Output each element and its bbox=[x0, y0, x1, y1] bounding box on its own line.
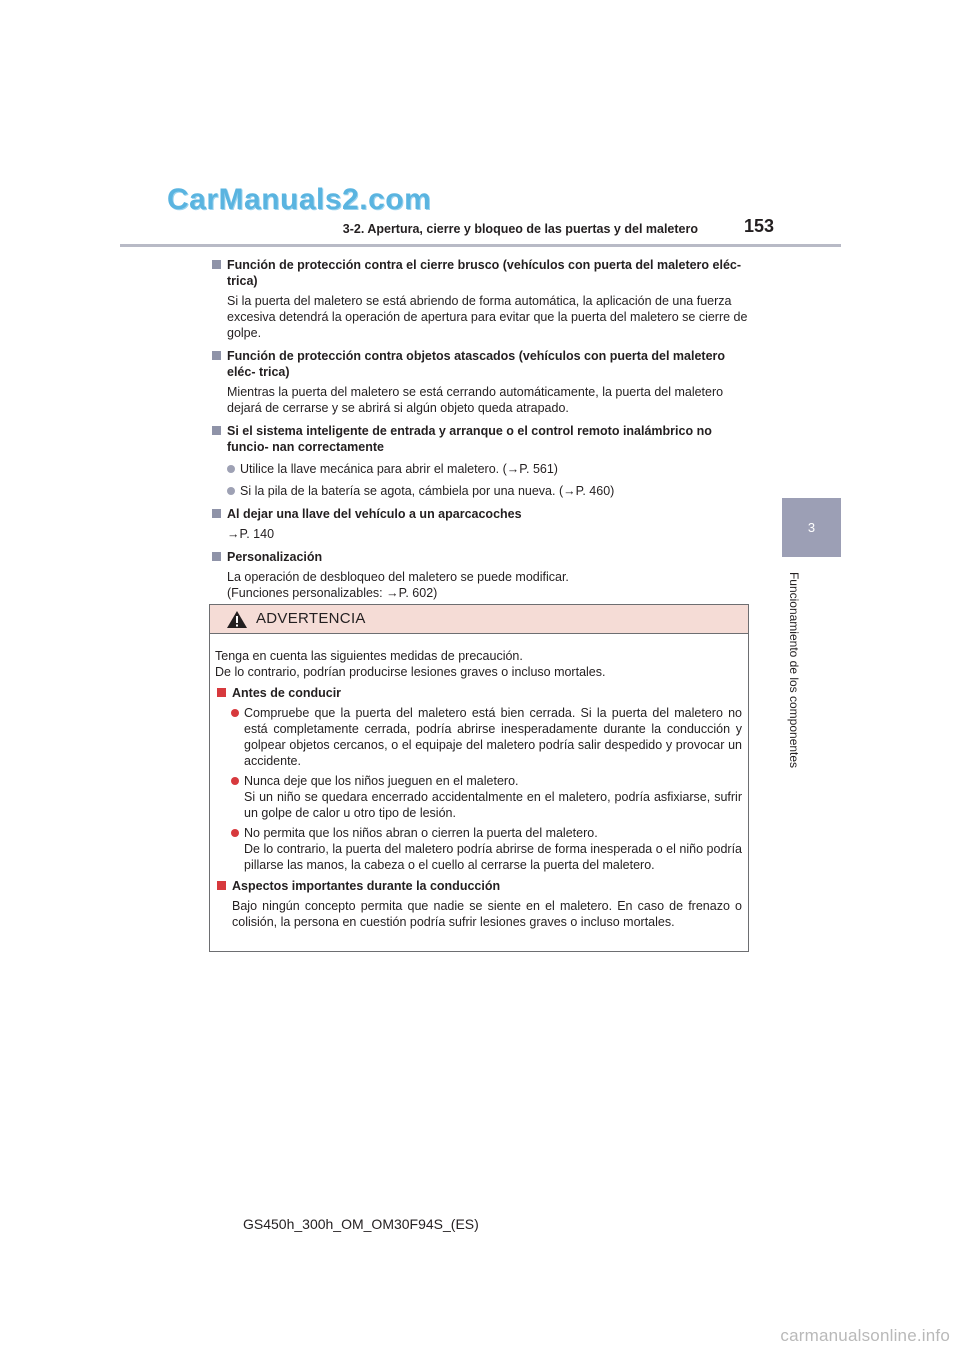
list-item-text: Si la pila de la batería se agota, cámbiela por una nueva. (→P. 460) bbox=[240, 484, 615, 498]
warning-list-item-text: Compruebe que la puerta del maletero está bien cerrada. Si la puerta del maletero no está completamente cerrada, podría abrirse inesperadamente durante la conducción y golpear objetos cercanos, o el equipaje del maletero podría salir despedido y provocar un accidente. bbox=[244, 706, 742, 768]
square-bullet-icon bbox=[217, 688, 226, 697]
warning-list-item-detail: Si un niño se quedara encerrado accidentalmente en el maletero, podría asfixiarse, sufrir un golpe de calor u otro tipo de lesión. bbox=[244, 790, 742, 820]
dot-bullet-icon bbox=[231, 829, 239, 837]
section-customization bbox=[210, 549, 750, 601]
section-body: Mientras la puerta del maletero se está cerrando automáticamente, la puerta del maletero dejará de cerrarse y se abrirá si algún objeto queda atrapado. bbox=[227, 385, 724, 415]
section-heading-text: Función de protección contra objetos atascados (vehículos con puerta del maletero eléc- trica) bbox=[227, 349, 726, 379]
warning-body bbox=[210, 634, 748, 930]
warning-group-heading-text: Aspectos importantes durante la conducción bbox=[232, 879, 501, 893]
list-item bbox=[227, 483, 750, 499]
dot-bullet-icon bbox=[231, 777, 239, 785]
section-heading bbox=[210, 549, 750, 565]
warning-title: ADVERTENCIA bbox=[256, 610, 366, 627]
dot-bullet-icon bbox=[231, 709, 239, 717]
warning-list-item-detail: De lo contrario, la puerta del maletero podría abrirse de forma inesperada o el niño podría pillarse las manos, la cabeza o el cuello al cerrarse la puerta del maletero. bbox=[244, 842, 742, 872]
warning-group-heading bbox=[215, 878, 742, 894]
warning-list-item-text: Nunca deje que los niños jueguen en el maletero. bbox=[244, 774, 519, 788]
warning-intro: De lo contrario, podrían producirse lesiones graves o incluso mortales. bbox=[215, 665, 606, 679]
section-heading bbox=[210, 506, 750, 522]
chapter-title: 3-2. Apertura, cierre y bloqueo de las puertas y del maletero bbox=[342, 222, 698, 236]
dot-bullet-icon bbox=[227, 465, 235, 473]
warning-list-item-text: No permita que los niños abran o cierren la puerta del maletero. bbox=[244, 826, 598, 840]
section-protection-abrupt-close bbox=[210, 257, 750, 341]
warning-intro: Tenga en cuenta las siguientes medidas de precaución. bbox=[215, 649, 523, 663]
dot-bullet-icon bbox=[227, 487, 235, 495]
square-bullet-icon bbox=[212, 351, 221, 360]
warning-list-item bbox=[231, 773, 742, 821]
chapter-side-label bbox=[782, 560, 806, 780]
warning-list-item bbox=[231, 705, 742, 769]
square-bullet-icon bbox=[212, 426, 221, 435]
warning-box bbox=[209, 604, 749, 952]
chapter-tab[interactable] bbox=[782, 498, 841, 557]
warning-group-heading bbox=[215, 685, 742, 701]
section-heading-text: Al dejar una llave del vehículo a un aparcacoches bbox=[227, 507, 522, 521]
section-body-reference: (Funciones personalizables: →P. 602) bbox=[227, 586, 438, 600]
warning-triangle-icon bbox=[226, 610, 248, 629]
chapter-side-label-text: Funcionamiento de los componentes bbox=[787, 571, 801, 769]
page-number: 153 bbox=[744, 216, 775, 236]
document-code: GS450h_300h_OM_OM30F94S_(ES) bbox=[243, 1216, 479, 1232]
section-body: La operación de desbloqueo del maletero se puede modificar. bbox=[227, 570, 569, 584]
square-bullet-icon bbox=[212, 552, 221, 561]
warning-list-item-content bbox=[244, 825, 742, 873]
square-bullet-icon bbox=[212, 260, 221, 269]
watermark-logo-bottom[interactable]: carmanualsonline.info bbox=[780, 1326, 950, 1345]
section-body: Si la puerta del maletero se está abriendo de forma automática, la aplicación de una fuerza excesiva detendrá la operación de apertura para evitar que la puerta del maletero se cierre de golpe. bbox=[227, 294, 748, 340]
watermark-logo-top[interactable]: CarManuals2.com bbox=[167, 183, 432, 216]
section-heading-text: Personalización bbox=[227, 550, 323, 564]
main-content bbox=[210, 257, 750, 608]
chapter-tab-number: 3 bbox=[807, 520, 816, 535]
warning-header bbox=[210, 605, 748, 634]
list-item bbox=[227, 461, 750, 477]
section-heading bbox=[210, 348, 750, 380]
warning-list-item bbox=[231, 825, 742, 873]
header-divider bbox=[120, 244, 841, 247]
warning-group-heading-text: Antes de conducir bbox=[232, 686, 342, 700]
section-valet-key bbox=[210, 506, 750, 542]
section-heading bbox=[210, 257, 750, 289]
square-bullet-icon bbox=[217, 881, 226, 890]
section-heading-text: Si el sistema inteligente de entrada y arranque o el control remoto inalámbrico no funcio- nan correctamente bbox=[227, 424, 712, 454]
warning-group-body: Bajo ningún concepto permita que nadie se siente en el maletero. En caso de frenazo o colisión, la persona en cuestión podría sufrir lesiones graves o incluso mortales. bbox=[232, 899, 742, 929]
page-reference-link[interactable]: →P. 140 bbox=[227, 527, 275, 541]
square-bullet-icon bbox=[212, 509, 221, 518]
section-smart-entry-failure bbox=[210, 423, 750, 499]
section-heading bbox=[210, 423, 750, 455]
list-item-text: Utilice la llave mecánica para abrir el maletero. (→P. 561) bbox=[240, 462, 558, 476]
section-heading-text: Función de protección contra el cierre brusco (vehículos con puerta del maletero eléc- trica) bbox=[227, 258, 742, 288]
warning-list-item-content bbox=[244, 773, 742, 821]
section-protection-jammed bbox=[210, 348, 750, 416]
